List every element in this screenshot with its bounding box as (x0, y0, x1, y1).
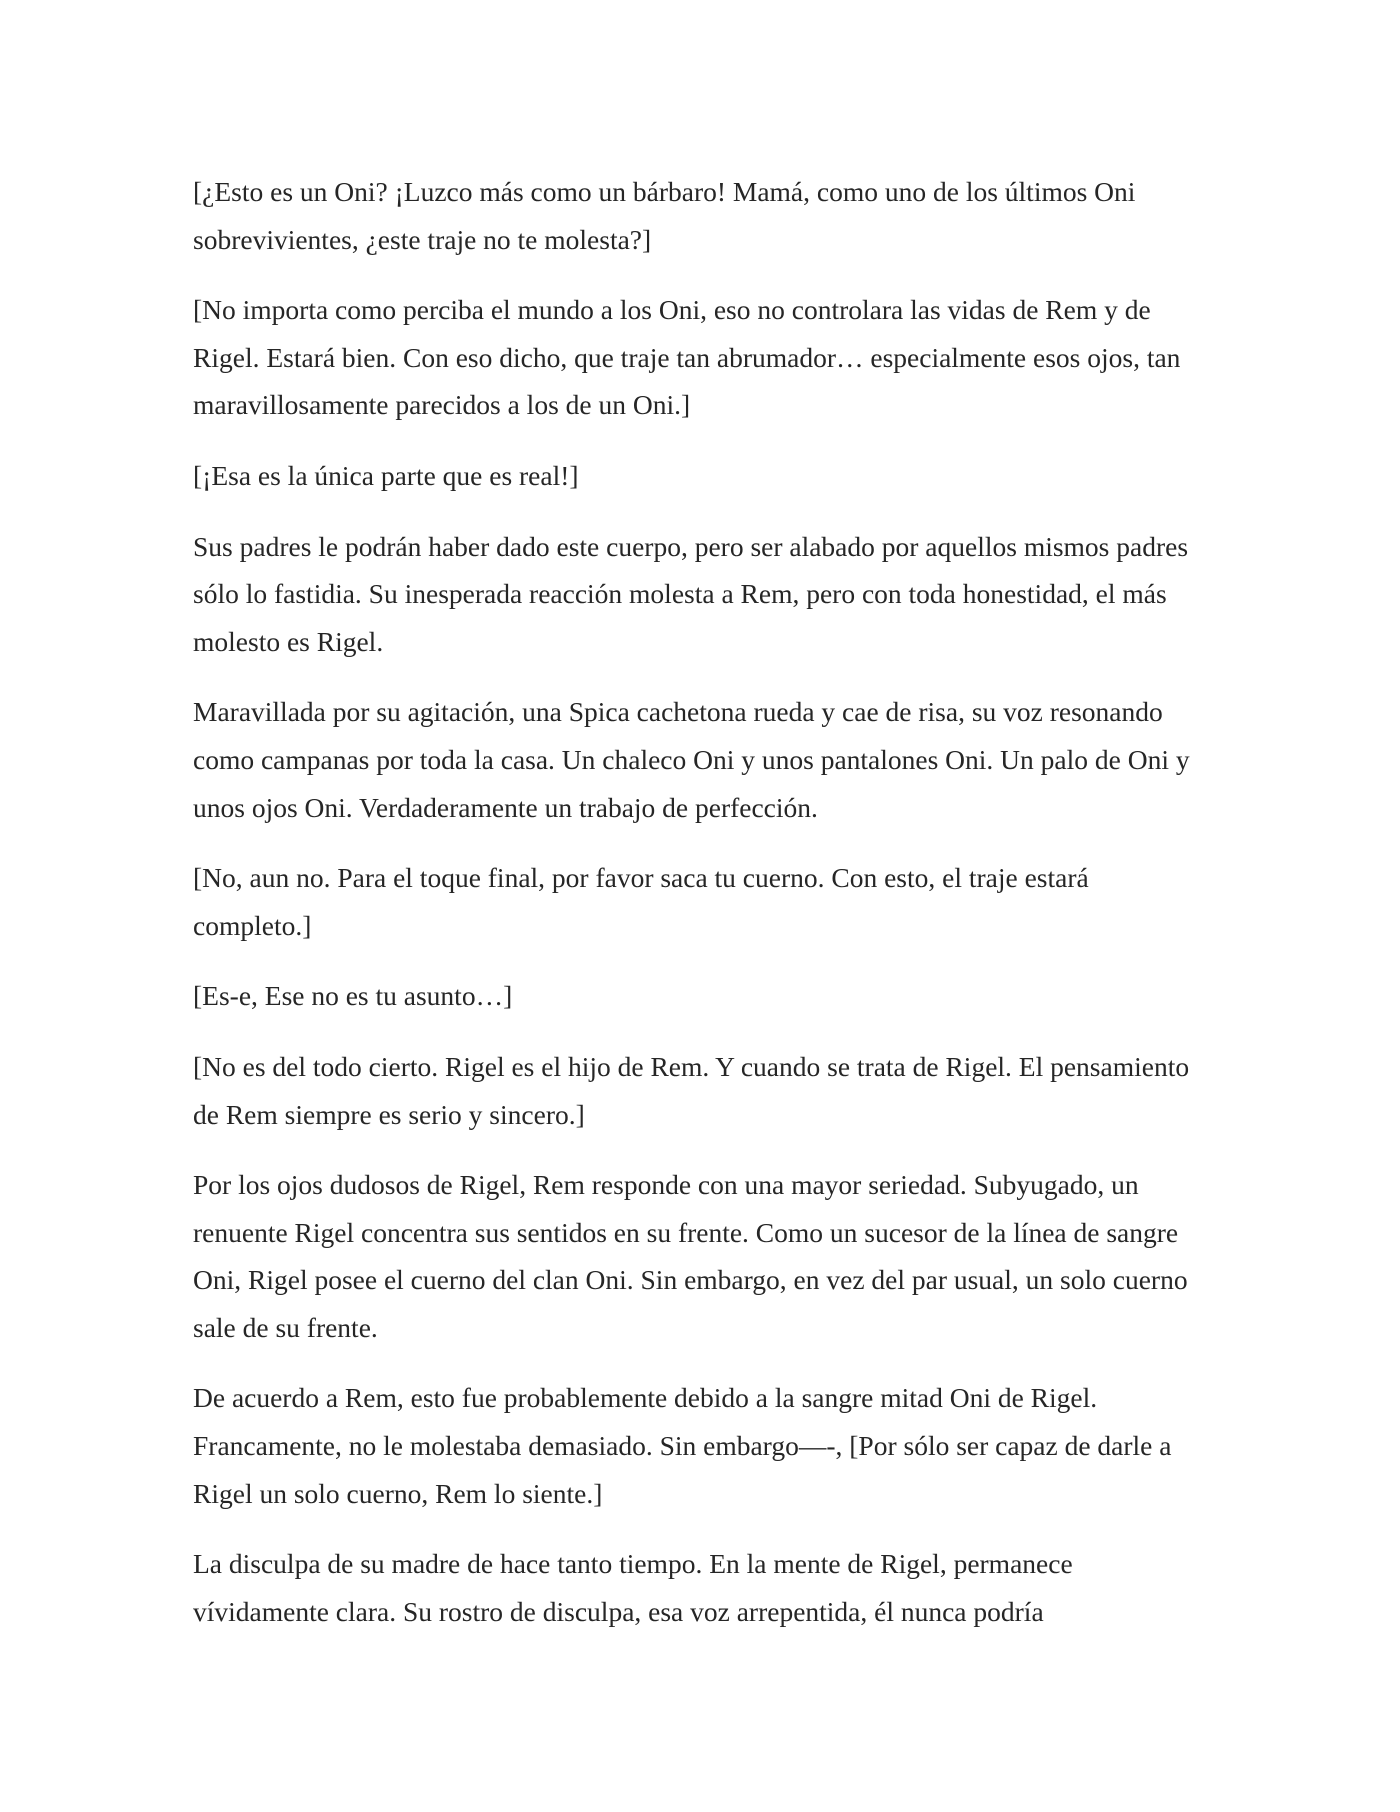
paragraph-8: [No es del todo cierto. Rigel es el hijo de Rem. Y cuando se trata de Rigel. El pensamiento de Rem siempre es serio y sincero.] (193, 1050, 1190, 1130)
paragraph-10: De acuerdo a Rem, esto fue probablemente debido a la sangre mitad Oni de Rigel. Francamente, no le molestaba demasiado. Sin embargo—-, [Por sólo ser capaz de darle a Rigel un solo cuerno, Rem lo siente.] (193, 1382, 1172, 1509)
paragraph-7: [Es-e, Ese no es tu asunto…] (193, 980, 513, 1012)
paragraph-1: [¿Esto es un Oni? ¡Luzco más como un bárbaro! Mamá, como uno de los últimos Oni sobrevivientes, ¿este traje no te molesta?] (193, 176, 1136, 255)
paragraph-2: [No importa como perciba el mundo a los Oni, eso no controlara las vidas de Rem y de Rigel. Estará bien. Con eso dicho, que traje tan abrumador… especialmente esos ojos, tan maravillosamente parecidos a los de un Oni.] (193, 294, 1181, 421)
paragraph-11: La disculpa de su madre de hace tanto tiempo. En la mente de Rigel, permanece vívidamente clara. Su rostro de disculpa, esa voz arrepentida, él nunca podría (193, 1548, 1073, 1627)
document-page (193, 168, 1203, 1635)
paragraph-4: Sus padres le podrán haber dado este cuerpo, pero ser alabado por aquellos mismos padres sólo lo fastidia. Su inesperada reacción molesta a Rem, pero con toda honestidad, el más molesto es Rigel. (193, 530, 1189, 657)
paragraph-9: Por los ojos dudosos de Rigel, Rem responde con una mayor seriedad. Subyugado, un renuente Rigel concentra sus sentidos en su frente. Como un sucesor de la línea de sangre Oni, Rigel posee el cuerno del clan Oni. Sin embargo, en vez del par usual, un solo cuerno sale de su frente. (193, 1169, 1188, 1343)
paragraph-3: [¡Esa es la única parte que es real!] (193, 459, 579, 491)
paragraph-5: Maravillada por su agitación, una Spica cachetona rueda y cae de risa, su voz resonando como campanas por toda la casa. Un chaleco Oni y unos pantalones Oni. Un palo de Oni y unos ojos Oni. Verdaderamente un trabajo de perfección. (193, 696, 1190, 823)
paragraph-6: [No, aun no. Para el toque final, por favor saca tu cuerno. Con esto, el traje estará completo.] (193, 862, 1089, 941)
